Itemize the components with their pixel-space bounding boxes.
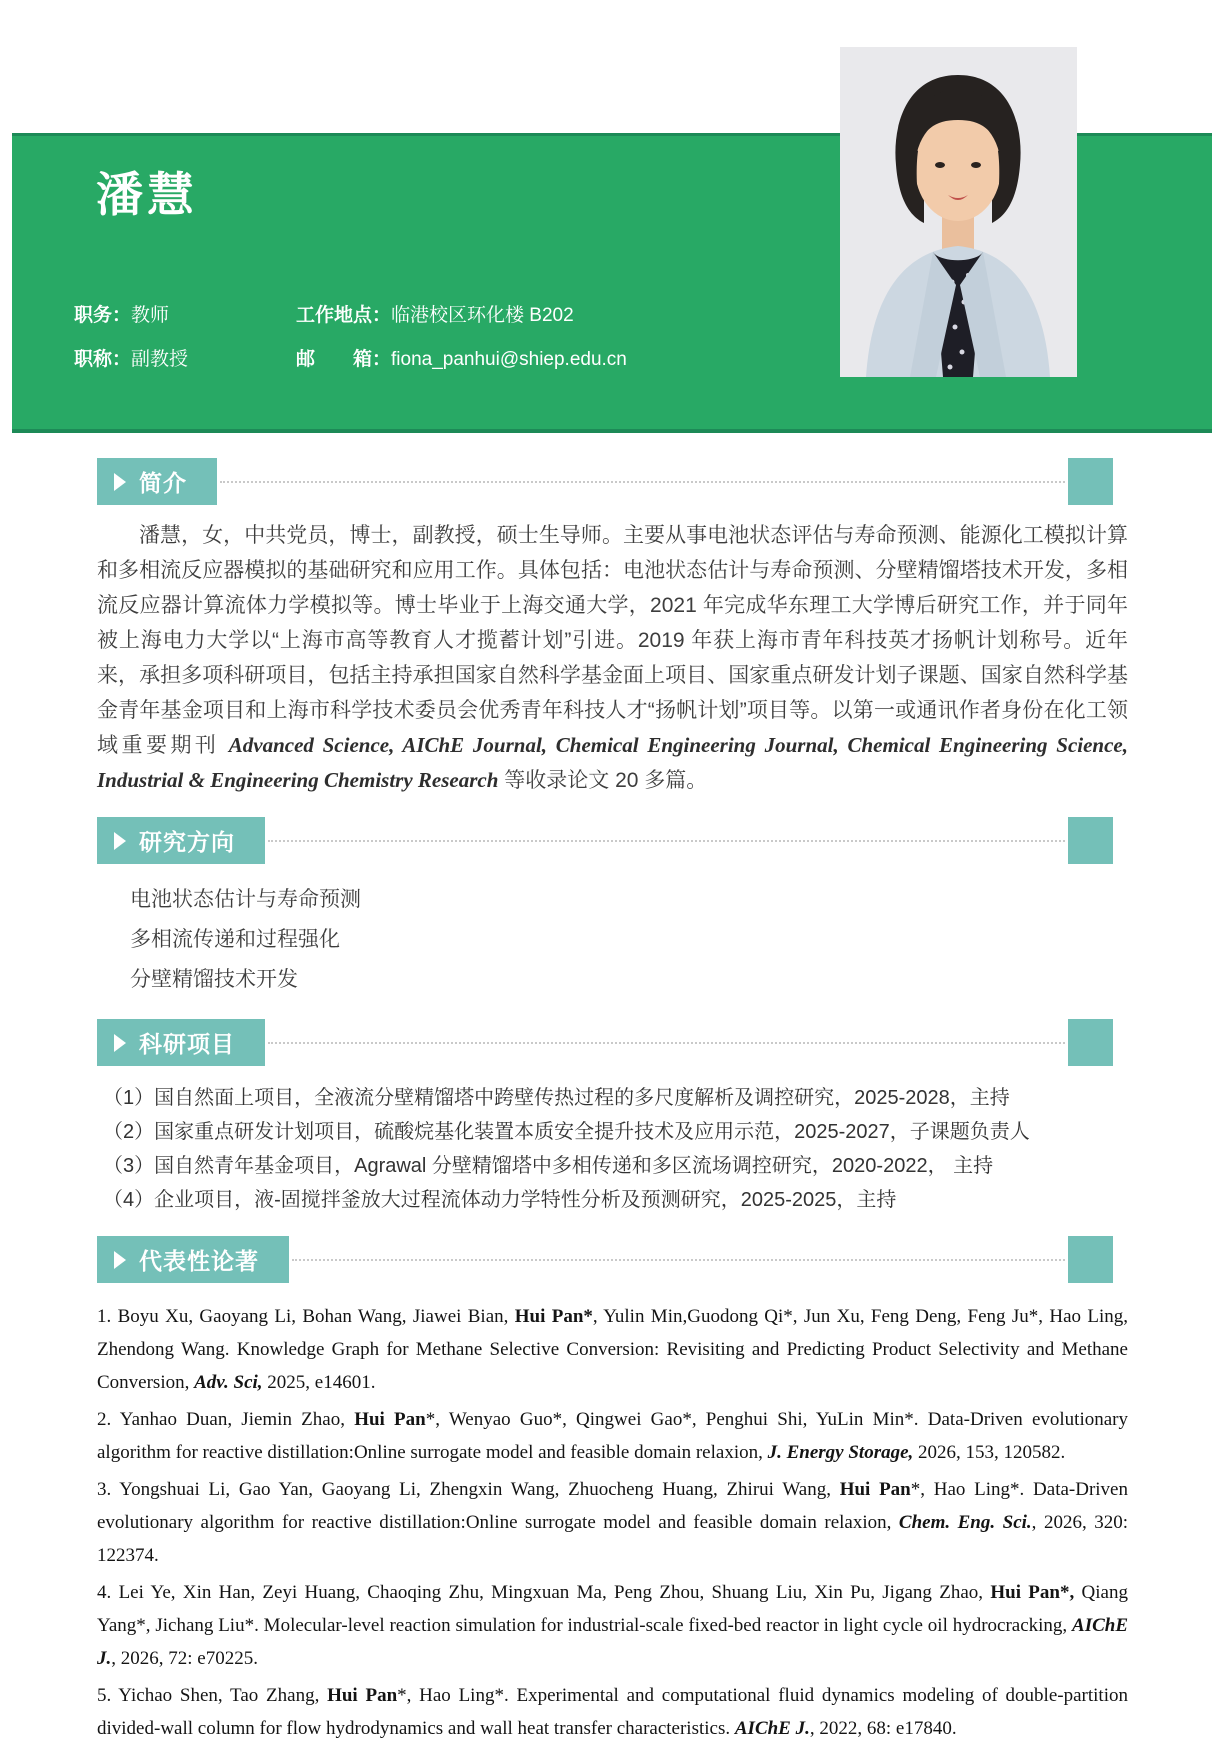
dotted-divider (268, 1042, 1065, 1044)
publication-segment: Adv. Sci, (194, 1372, 263, 1393)
position-label: 职务： (74, 305, 132, 326)
section-publications-title: 代表性论著 (139, 1248, 259, 1274)
email-value: fiona_panhui@shiep.edu.cn (391, 349, 627, 370)
email-field (296, 344, 627, 371)
publication-segment: 2. Yanhao Duan, Jiemin Zhao, (97, 1409, 355, 1430)
publication-segment: Hui Pan (354, 1409, 426, 1430)
publication-segment: , 2026, 320: 122374. (97, 1512, 1128, 1566)
section-publications-header (97, 1236, 1128, 1283)
section-projects-header (97, 1019, 1128, 1066)
profile-photo (840, 47, 1077, 377)
email-label: 邮 箱： (296, 349, 392, 370)
publication-segment: Qiang Yang*, Jichang Liu*. Molecular-level reaction simulation for industrial-scale fixed-bed reactor in light cycle oil hydrocracking, (97, 1582, 1128, 1636)
publication-segment: 2026, 153, 120582. (913, 1442, 1066, 1463)
dotted-divider (268, 840, 1065, 842)
project-item: （4）企业项目，液-固搅拌釜放大过程流体动力学特性分析及预测研究，2025-2025，主持 (103, 1189, 897, 1211)
section-research-title: 研究方向 (139, 829, 235, 855)
publication-segment: AIChE J. (734, 1718, 810, 1739)
publication-segment: J. Energy Storage, (767, 1442, 914, 1463)
position-field (74, 300, 296, 327)
publication-list (97, 1300, 1128, 1745)
section-projects-title: 科研项目 (139, 1031, 235, 1057)
eye-right (971, 162, 981, 168)
triangle-right-icon (114, 1034, 126, 1052)
publication-segment: Hui Pan*, (990, 1582, 1075, 1603)
publication-segment: Hui Pan* (514, 1306, 593, 1327)
dotted-divider (220, 481, 1065, 483)
face (915, 115, 1001, 221)
research-direction-list (130, 880, 1128, 1000)
eye-left (935, 162, 945, 168)
publication-segment: 5. Yichao Shen, Tao Zhang, (97, 1685, 328, 1706)
triangle-right-icon (114, 1251, 126, 1269)
position-value: 教师 (131, 305, 170, 326)
dotted-divider (292, 1259, 1065, 1261)
publication-segment: AIChE J. (97, 1615, 1128, 1669)
intro-journal-names: Advanced Science, AIChE Journal, Chemical Engineering Journal, Chemical Engineering Science, Industrial & Engineering Chemistry Research (97, 733, 1128, 792)
triangle-right-icon (114, 832, 126, 850)
publication-segment: *, Hao Ling*. Experimental and computational fluid dynamics modeling of double-partition divided-wall column for flow hydrodynamics and wall heat transfer characteristics. (97, 1685, 1128, 1739)
location-value: 临港校区环化楼 B202 (391, 305, 574, 326)
intro-paragraph (97, 518, 1128, 798)
profile-info-grid (74, 300, 627, 371)
profile-name: 潘慧 (96, 168, 198, 221)
section-intro-header (97, 458, 1128, 505)
publication-segment: Chem. Eng. Sci. (898, 1512, 1032, 1533)
publication-segment: 2025, e14601. (262, 1372, 376, 1393)
section-publications-badge (97, 1236, 289, 1283)
publication-segment: Hui Pan (327, 1685, 398, 1706)
publication-segment: *, Hao Ling*. Data-Driven evolutionary algorithm for reactive distillation:Online surrogate model and feasible domain relaxion, (97, 1479, 1128, 1533)
publication-segment: , Yulin Min,Guodong Qi*, Jun Xu, Feng Deng, Feng Ju*, Hao Ling, Zhendong Wang. Knowledge Graph for Methane Selective Conversion: Revisiting and Predicting Product Selectivity and Methane Conversion, (97, 1306, 1128, 1393)
publication-segment: 3. Yongshuai Li, Gao Yan, Gaoyang Li, Zhengxin Wang, Zhuocheng Huang, Zhirui Wang, (97, 1479, 840, 1500)
section-research-badge (97, 817, 265, 864)
section-intro-title: 简介 (139, 470, 187, 496)
intro-text-tail: 等收录论文 20 多篇。 (498, 769, 708, 792)
publication-segment: , 2022, 68: e17840. (809, 1718, 957, 1739)
publication-segment: *, Wenyao Guo*, Qingwei Gao*, Penghui Shi, YuLin Min*. Data-Driven evolutionary algorithm for reactive distillation:Online surrogate model and feasible domain relaxion, (97, 1409, 1128, 1463)
project-item: （3）国自然青年基金项目，Agrawal 分壁精馏塔中多相传递和多区流场调控研究，2020-2022， 主持 (103, 1155, 994, 1177)
intro-text-cn: 潘慧，女，中共党员，博士，副教授，硕士生导师。主要从事电池状态评估与寿命预测、能源化工模拟计算和多相流反应器模拟的基础研究和应用工作。具体包括：电池状态估计与寿命预测、分壁精馏塔技术开发，多相流反应器计算流体力学模拟等。博士毕业于上海交通大学，2021 年完成华东理工大学博后研究工作，并于同年被上海电力大学以“上海市高等教育人才揽蓄计划”引进。2019 年获上海市青年科技英才扬帆计划称号。近年来，承担多项科研项目，包括主持承担国家自然科学基金面上项目、国家重点研发计划子课题、国家自然科学基金青年基金项目和上海市科学技术委员会优秀青年科技人才“扬帆计划”项目等。以第一或通讯作者身份在化工领域重要期刊 (97, 524, 1128, 757)
publication-segment: 4. Lei Ye, Xin Han, Zeyi Huang, Chaoqing Zhu, Mingxuan Ma, Peng Zhou, Shuang Liu, Xin Pu, Jigang Zhao, (97, 1582, 991, 1603)
publication-segment: , 2026, 72: e70225. (111, 1648, 258, 1669)
section-projects-badge (97, 1019, 265, 1066)
section-research-header (97, 817, 1128, 864)
triangle-right-icon (114, 473, 126, 491)
publication-segment: 1. Boyu Xu, Gaoyang Li, Bohan Wang, Jiawei Bian, (97, 1306, 515, 1327)
divider-endcap-square (1068, 1236, 1113, 1283)
location-label: 工作地点： (296, 305, 392, 326)
project-list (103, 1081, 1128, 1217)
publication-item (97, 1300, 1128, 1399)
location-field (296, 300, 627, 327)
publication-segment: Hui Pan (839, 1479, 911, 1500)
publication-item (97, 1403, 1128, 1469)
research-direction-item: 分壁精馏技术开发 (130, 968, 298, 991)
project-item: （2）国家重点研发计划项目，硫酸烷基化装置本质安全提升技术及应用示范，2025-2027，子课题负责人 (103, 1121, 1030, 1143)
content-area (97, 458, 1128, 1749)
title-label: 职称： (74, 349, 132, 370)
portrait-illustration (840, 47, 1077, 377)
section-intro-badge (97, 458, 217, 505)
divider-endcap-square (1068, 1019, 1113, 1066)
title-value: 副教授 (131, 349, 189, 370)
research-direction-item: 电池状态估计与寿命预测 (130, 888, 361, 911)
divider-endcap-square (1068, 458, 1113, 505)
publication-item (97, 1679, 1128, 1745)
project-item: （1）国自然面上项目，全液流分壁精馏塔中跨壁传热过程的多尺度解析及调控研究，2025-2028，主持 (103, 1087, 1010, 1109)
title-field (74, 344, 296, 371)
publication-item (97, 1473, 1128, 1572)
research-direction-item: 多相流传递和过程强化 (130, 928, 340, 951)
divider-endcap-square (1068, 817, 1113, 864)
publication-item (97, 1576, 1128, 1675)
